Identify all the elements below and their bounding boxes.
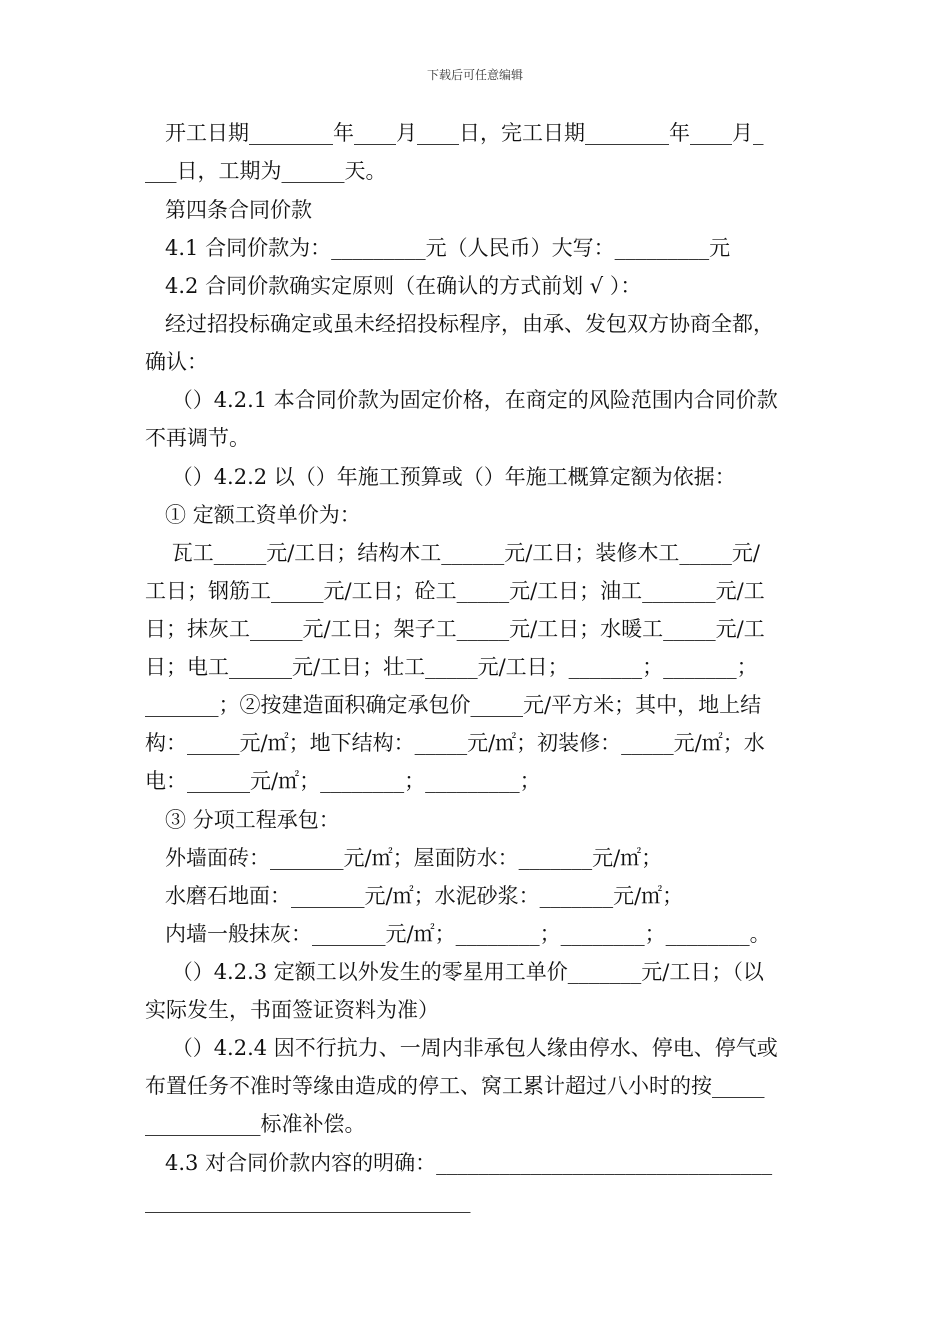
subitem-contract-heading: ③ 分项工程承包： (145, 808, 340, 832)
wage-rates-line-2: 工日；钢筋工_____元/工日；砼工_____元/工日；油工_______元/工 (145, 579, 765, 603)
wage-unit-price-heading: ① 定额工资单价为： (145, 503, 361, 527)
subitem-line-3: 内墙一般抹灰：_______元/㎡；________；________；________。 (145, 922, 771, 946)
clause-4-2-1-line-2: 不再调节。 (145, 426, 250, 450)
clause-4-3-line-1: 4.3 对合同价款内容的明确：________________________________ (145, 1151, 773, 1175)
page-header: 下载后可任意编辑 (426, 68, 523, 82)
clause-4-2-1-line-1: （）4.2.1 本合同价款为固定价格，在商定的风险范围内合同价款 (145, 388, 778, 412)
article-4-heading: 第四条合同价款 (145, 198, 313, 222)
area-price-line-1: _______；②按建造面积确定承包价_____元/平方米；其中，地上结 (145, 693, 762, 717)
clause-4-2: 4.2 合同价款确实定原则（在确认的方式前划 √ ）： (145, 274, 642, 298)
wage-rates-line-1: 瓦工_____元/工日；结构木工______元/工日；装修木工_____元/ (145, 541, 760, 565)
clause-4-2-3-line-2: 实际发生，书面签证资料为准） (145, 998, 439, 1022)
clause-4-2-3-line-1: （）4.2.3 定额工以外发生的零星用工单价_______元/工日；（以 (145, 960, 764, 984)
subitem-line-2: 水磨石地面：_______元/㎡；水泥砂浆：_______元/㎡； (145, 884, 684, 908)
clause-4-3-line-2: _______________________________ (145, 1189, 471, 1213)
wage-rates-line-3: 日；抹灰工_____元/工日；架子工_____元/工日；水暖工_____元/工 (145, 617, 765, 641)
wage-rates-line-4: 日；电工______元/工日；壮工_____元/工日；_______；_______； (145, 655, 758, 679)
clause-4-2-4-line-2: 布置任务不准时等缘由造成的停工、窝工累计超过八小时的按_____ (145, 1074, 765, 1098)
clause-4-2-2: （）4.2.2 以（）年施工预算或（）年施工概算定额为依据： (145, 465, 736, 489)
clause-4-1: 4.1 合同价款为：_________元（人民币）大写：_________元 (145, 236, 731, 260)
start-completion-date-line-1: 开工日期________年____月____日，完工日期________年____月_ (145, 121, 764, 145)
clause-4-2-intro-line-2: 确认： (145, 350, 208, 374)
start-completion-date-line-2: ___日，工期为______天。 (145, 159, 387, 183)
clause-4-2-intro-line-1: 经过招投标确定或虽未经招投标程序，由承、发包双方协商全都， (145, 312, 775, 336)
area-price-line-2: 构：_____元/㎡；地下结构：_____元/㎡；初装修：_____元/㎡；水 (145, 731, 765, 755)
subitem-line-1: 外墙面砖：_______元/㎡；屋面防水：_______元/㎡； (145, 846, 663, 870)
clause-4-2-4-line-3: ___________标准补偿。 (145, 1112, 366, 1136)
area-price-line-3: 电：______元/㎡；________；_________； (145, 769, 541, 793)
clause-4-2-4-line-1: （）4.2.4 因不行抗力、一周内非承包人缘由停水、停电、停气或 (145, 1036, 778, 1060)
